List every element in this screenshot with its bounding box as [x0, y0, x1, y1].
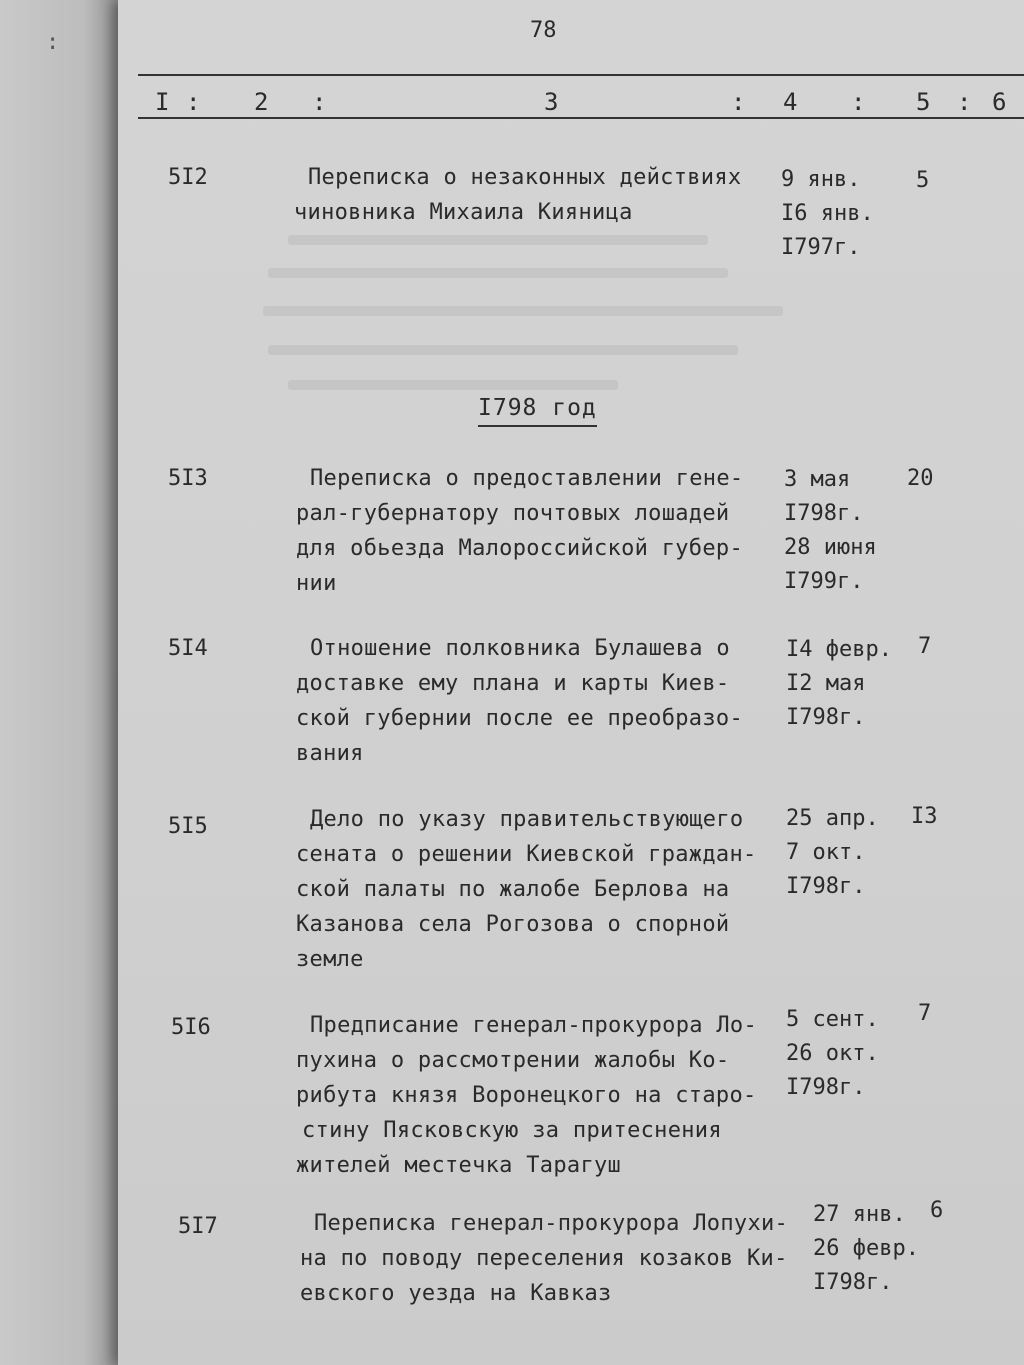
bleed-through-line — [268, 345, 738, 355]
page-number: 78 — [530, 18, 557, 43]
date-line: I798г. — [786, 874, 866, 899]
bleed-through-line — [263, 306, 783, 316]
entry-description — [296, 802, 757, 977]
description-line: стину Пясковскую за притеснения — [302, 1118, 722, 1143]
date-line: I798г. — [784, 501, 864, 526]
description-line: Переписка о предоставлении гене- — [310, 466, 744, 491]
date-line: I6 янв. — [781, 201, 874, 226]
date-line: I798г. — [813, 1270, 893, 1295]
col-header-sep: : — [186, 88, 201, 116]
date-line: 3 мая — [784, 467, 851, 492]
col-header-2: 2 — [254, 88, 269, 116]
entry-dates — [786, 633, 892, 735]
entry-dates — [784, 463, 877, 599]
description-line: рибута князя Воронецкого на старо- — [296, 1083, 757, 1108]
description-line: на по поводу переселения козаков Ки- — [300, 1246, 788, 1271]
description-line: евского уезда на Кавказ — [300, 1281, 612, 1306]
entry-dates — [781, 163, 874, 265]
description-line: ской губернии после ее преобразо- — [296, 706, 743, 731]
description-line: Отношение полковника Булашева о — [310, 636, 730, 661]
book-binding-shadow — [0, 0, 120, 1365]
date-line: 25 апр. — [786, 806, 879, 831]
date-line: I798г. — [786, 705, 866, 730]
entry-description — [296, 461, 743, 601]
date-line: 28 июня — [784, 535, 877, 560]
col-header-1: I — [155, 88, 170, 116]
col-header-4: 4 — [783, 88, 798, 116]
header-rule-bottom — [138, 117, 1024, 119]
col-header-sep: : — [957, 88, 972, 116]
entry-sheet-count: 7 — [918, 1001, 932, 1026]
date-line: 7 окт. — [786, 840, 866, 865]
entry-number: 5I2 — [168, 165, 208, 190]
description-line: чиновника Михаила Кияница — [294, 200, 633, 225]
description-line: рал-губернатору почтовых лошадей — [296, 501, 730, 526]
description-line: сената о решении Киевской граждан- — [296, 842, 757, 867]
description-line: Переписка о незаконных действиях — [308, 165, 742, 190]
date-line: I2 мая — [786, 671, 866, 696]
entry-description — [296, 1008, 757, 1183]
description-line: Переписка генерал-прокурора Лопухи- — [314, 1211, 789, 1236]
description-line: нии — [296, 571, 337, 596]
entry-description — [296, 631, 743, 771]
date-line: I798г. — [786, 1075, 866, 1100]
col-header-sep: : — [851, 88, 866, 116]
entry-description — [294, 160, 741, 230]
description-line: пухина о рассмотрении жалобы Ко- — [296, 1048, 730, 1073]
entry-number: 5I4 — [168, 636, 208, 661]
entry-description — [300, 1206, 788, 1311]
date-line: 5 сент. — [786, 1007, 879, 1032]
date-line: 26 февр. — [813, 1236, 919, 1261]
entry-sheet-count: I3 — [911, 804, 938, 829]
description-line: Предписание генерал-прокурора Ло- — [310, 1013, 757, 1038]
header-rule-top — [138, 74, 1024, 76]
bleed-through-line — [288, 235, 708, 245]
description-line: Дело по указу правительствующего — [310, 807, 744, 832]
col-header-6: 6 — [992, 88, 1007, 116]
entry-dates — [786, 1003, 879, 1105]
bleed-through-line — [268, 268, 728, 278]
margin-mark: : — [46, 30, 60, 55]
col-header-5: 5 — [916, 88, 931, 116]
entry-sheet-count: 5 — [916, 168, 930, 193]
description-line: Казанова села Рогозова о спорной — [296, 912, 730, 937]
entry-number: 5I7 — [178, 1214, 218, 1239]
entry-number: 5I5 — [168, 814, 208, 839]
entry-number: 5I3 — [168, 466, 208, 491]
col-header-3: 3 — [544, 88, 559, 116]
entry-dates — [786, 802, 879, 904]
entry-sheet-count: 7 — [918, 634, 932, 659]
date-line: 27 янв. — [813, 1202, 906, 1227]
bleed-through-line — [288, 380, 618, 390]
date-line: 26 окт. — [786, 1041, 879, 1066]
col-header-sep: : — [312, 88, 327, 116]
col-header-sep: : — [731, 88, 746, 116]
description-line: ской палаты по жалобе Берлова на — [296, 877, 730, 902]
description-line: вания — [296, 741, 364, 766]
description-line: для обьезда Малороссийской губер- — [296, 536, 743, 561]
description-line: жителей местечка Тарагуш — [296, 1153, 622, 1178]
entry-sheet-count: 6 — [930, 1198, 944, 1223]
date-line: I4 февр. — [786, 637, 892, 662]
year-heading: I798 год — [478, 395, 597, 427]
description-line: земле — [296, 947, 364, 972]
date-line: 9 янв. — [781, 167, 861, 192]
entry-sheet-count: 20 — [907, 466, 934, 491]
date-line: I797г. — [781, 235, 861, 260]
date-line: I799г. — [784, 569, 864, 594]
entry-number: 5I6 — [171, 1015, 211, 1040]
entry-dates — [813, 1198, 919, 1300]
description-line: доставке ему плана и карты Киев- — [296, 671, 730, 696]
